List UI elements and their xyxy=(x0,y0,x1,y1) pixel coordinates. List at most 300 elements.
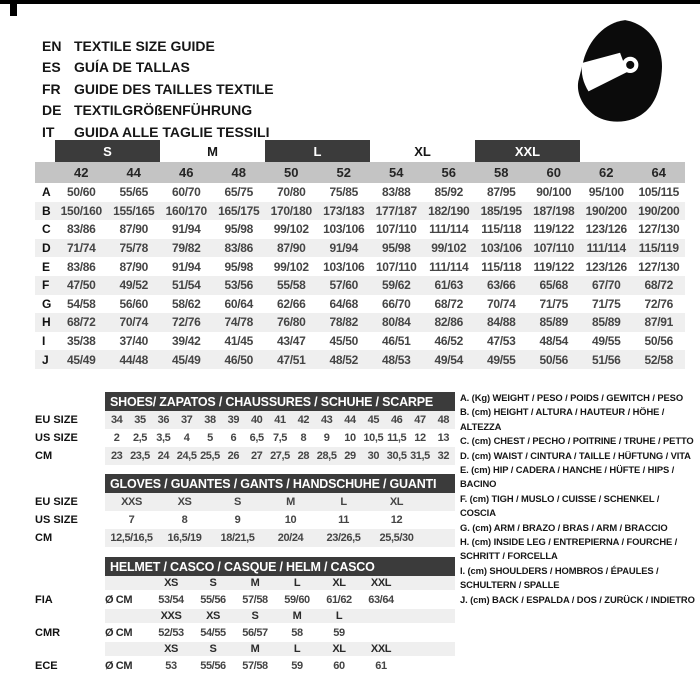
helmet-sizes-row-fia xyxy=(35,576,456,590)
size-value: 50/60 xyxy=(66,185,96,200)
size-value: 51/56 xyxy=(591,352,621,367)
gloves-row-values xyxy=(105,493,455,511)
size-value: 57/60 xyxy=(329,278,359,293)
shoes-value: 36 xyxy=(157,414,170,426)
size-value: 45/50 xyxy=(329,334,359,349)
size-group-s: S xyxy=(55,140,160,162)
shoes-row xyxy=(35,447,456,465)
helmet-value: 52/53 xyxy=(158,626,184,639)
size-value: 111/114 xyxy=(586,241,626,256)
size-table-row-g xyxy=(35,295,685,314)
gloves-value: 9 xyxy=(234,514,241,526)
size-column-header: 44 xyxy=(126,165,141,180)
shoes-row-values xyxy=(105,411,455,429)
size-value: 48/54 xyxy=(539,334,569,349)
helmet-size-label: S xyxy=(209,577,217,589)
shoes-value: 6,5 xyxy=(249,432,264,444)
language-title: TEXTILGRÖßENFÜHRUNG xyxy=(74,102,253,119)
helmet-size-label: S xyxy=(209,643,217,655)
size-value: 182/190 xyxy=(428,203,470,218)
shoes-value: 39 xyxy=(227,414,240,426)
gloves-value: L xyxy=(340,496,347,508)
size-value: 75/85 xyxy=(329,185,359,200)
shoes-table-body xyxy=(35,411,456,465)
size-value: 111/114 xyxy=(429,222,469,237)
size-value: 46/51 xyxy=(381,334,411,349)
size-value: 70/80 xyxy=(276,185,306,200)
size-value: 105/115 xyxy=(638,185,680,200)
size-value: 60/64 xyxy=(224,296,254,311)
helmet-value-row-cmr xyxy=(35,623,456,642)
shoes-value: 5 xyxy=(207,432,213,444)
size-value: 49/52 xyxy=(119,278,149,293)
size-value: 85/92 xyxy=(434,185,464,200)
size-value: 99/102 xyxy=(273,222,309,237)
shoes-value: 43 xyxy=(320,414,333,426)
gloves-value: 7 xyxy=(128,514,135,526)
legend-item-e: E. (cm) HIP / CADERA / HANCHE / HÜFTE / HIPS / BACINO xyxy=(460,464,675,490)
size-value: 111/114 xyxy=(429,259,469,274)
shoes-value: 41 xyxy=(274,414,286,426)
shoes-value: 24 xyxy=(157,450,170,462)
shoes-value: 27,5 xyxy=(270,450,290,462)
size-value: 72/76 xyxy=(644,296,674,311)
size-value: 47/50 xyxy=(66,278,96,293)
size-value: 44/48 xyxy=(119,352,149,367)
helmet-size-label: XXL xyxy=(370,577,392,589)
size-value: 185/195 xyxy=(480,203,522,218)
row-key: E xyxy=(42,259,51,274)
shoes-table-title: SHOES/ ZAPATOS / CHAUSSURES / SCHUHE / SCARPE xyxy=(105,392,455,411)
helmet-unit-label: Ø CM xyxy=(105,626,133,639)
helmet-row-spacer xyxy=(35,609,105,623)
shoes-value: 34 xyxy=(110,414,123,426)
language-code: IT xyxy=(42,123,55,140)
gloves-value: 10 xyxy=(284,514,297,526)
shoes-value: 11,5 xyxy=(387,432,407,444)
size-value: 123/126 xyxy=(585,222,627,237)
size-value: 71/75 xyxy=(539,296,569,311)
language-title: GUIDA ALLE TAGLIE TESSILI xyxy=(74,123,270,140)
row-key: G xyxy=(42,296,52,311)
language-row xyxy=(42,35,274,57)
shoes-row-label: US SIZE xyxy=(35,432,78,444)
size-value: 74/78 xyxy=(224,315,254,330)
size-value: 95/98 xyxy=(381,241,411,256)
gloves-row-label: EU SIZE xyxy=(35,496,78,508)
helmet-value: 59/60 xyxy=(284,593,310,606)
shoes-value: 23 xyxy=(110,450,123,462)
shoes-value: 4 xyxy=(183,432,190,444)
size-value: 62/66 xyxy=(276,296,306,311)
size-value: 87/90 xyxy=(119,222,149,237)
size-value: 99/102 xyxy=(273,259,309,274)
size-value: 45/49 xyxy=(171,352,201,367)
size-value: 49/55 xyxy=(591,334,621,349)
helmet-value: 55/56 xyxy=(200,593,226,606)
gloves-row-values xyxy=(105,511,455,529)
legend-item-d: D. (cm) WAIST / CINTURA / TAILLE / HÜFTUNG / VITA xyxy=(460,449,691,461)
size-column-header: 50 xyxy=(284,165,299,180)
helmet-size-label: XS xyxy=(164,643,178,655)
language-title: TEXTILE SIZE GUIDE xyxy=(74,37,215,54)
shoes-value: 47 xyxy=(414,414,426,426)
size-value: 67/70 xyxy=(591,278,621,293)
shoes-table xyxy=(35,392,456,465)
size-table-row-f xyxy=(35,276,685,295)
shoes-value: 42 xyxy=(297,414,310,426)
helmet-value: 61 xyxy=(375,659,387,672)
size-table-row-e xyxy=(35,257,685,276)
size-header-row xyxy=(35,162,685,183)
size-value: 49/55 xyxy=(486,352,516,367)
size-value: 115/118 xyxy=(481,259,522,274)
size-column-header: 64 xyxy=(651,165,666,180)
size-value: 177/187 xyxy=(375,203,417,218)
size-value: 45/49 xyxy=(66,352,96,367)
size-column-header: 58 xyxy=(494,165,509,180)
size-value: 54/58 xyxy=(66,296,96,311)
shoes-value: 2 xyxy=(113,432,120,444)
shoes-value: 45 xyxy=(367,414,380,426)
shoes-value: 29 xyxy=(344,450,356,462)
size-value: 87/95 xyxy=(486,185,516,200)
helmet-row-values xyxy=(105,656,455,675)
gloves-table-body xyxy=(35,493,456,547)
size-table-row-c xyxy=(35,220,685,239)
helmet-size-label: M xyxy=(250,643,260,655)
size-value: 85/89 xyxy=(591,315,621,330)
shoes-value: 30,5 xyxy=(386,450,407,462)
gloves-value: 16,5/19 xyxy=(167,532,202,544)
row-key: I xyxy=(42,334,46,349)
language-code: EN xyxy=(42,37,62,54)
row-key: A xyxy=(42,185,51,200)
size-value: 70/74 xyxy=(486,296,516,311)
size-value: 107/110 xyxy=(375,222,417,237)
size-value: 46/50 xyxy=(224,352,254,367)
size-value: 95/100 xyxy=(588,185,624,200)
gloves-value: XS xyxy=(177,496,192,508)
gloves-value: S xyxy=(234,496,241,508)
gloves-value: XL xyxy=(389,496,404,508)
helmet-value: 63/64 xyxy=(368,593,394,606)
language-title: GUIDE DES TAILLES TEXTILE xyxy=(74,80,274,97)
shoes-value: 30 xyxy=(367,450,380,462)
language-row xyxy=(42,100,274,122)
size-value: 87/91 xyxy=(644,315,674,330)
size-value: 83/86 xyxy=(224,241,254,256)
size-value: 37/40 xyxy=(119,334,149,349)
helmet-value: 61/62 xyxy=(326,593,352,606)
shoes-value: 9 xyxy=(323,432,330,444)
language-code: ES xyxy=(42,59,61,76)
shoes-value: 27 xyxy=(250,450,263,462)
size-value: 155/165 xyxy=(113,203,155,218)
size-value: 35/38 xyxy=(66,334,96,349)
shoes-value: 28,5 xyxy=(316,450,337,462)
helmet-unit-label: Ø CM xyxy=(105,593,133,606)
size-value: 107/110 xyxy=(533,241,575,256)
size-column-header: 56 xyxy=(441,165,456,180)
size-value: 115/118 xyxy=(481,222,522,237)
helmet-size-label: L xyxy=(293,577,301,589)
shoes-value: 10 xyxy=(344,432,356,444)
helmet-size-label: XL xyxy=(332,577,346,589)
size-value: 39/42 xyxy=(171,334,201,349)
helmet-value: 54/55 xyxy=(200,626,226,639)
shoes-value: 28 xyxy=(297,450,310,462)
size-value: 103/106 xyxy=(323,222,365,237)
gloves-value: 25,5/30 xyxy=(379,532,414,544)
shoes-value: 12 xyxy=(414,432,426,444)
gloves-row xyxy=(35,529,456,547)
size-table-row-d xyxy=(35,239,685,258)
size-table-row-b xyxy=(35,202,685,221)
size-value: 71/74 xyxy=(66,241,96,256)
size-value: 127/130 xyxy=(638,259,680,274)
size-value: 53/56 xyxy=(224,278,254,293)
size-value: 119/122 xyxy=(533,259,575,274)
size-value: 123/126 xyxy=(585,259,627,274)
helmet-table-body xyxy=(35,576,456,675)
size-column-header: 52 xyxy=(336,165,351,180)
size-value: 170/180 xyxy=(270,203,312,218)
row-key: B xyxy=(42,203,51,218)
size-table-row-a xyxy=(35,183,685,202)
gloves-row xyxy=(35,493,456,511)
size-value: 103/106 xyxy=(480,241,522,256)
helmet-sizes-values xyxy=(105,576,455,590)
helmet-table-title: HELMET / CASCO / CASQUE / HELM / CASCO xyxy=(105,557,455,576)
gloves-value: M xyxy=(286,496,295,508)
size-value: 85/89 xyxy=(539,315,569,330)
size-value: 87/90 xyxy=(276,241,306,256)
helmet-table xyxy=(35,557,456,675)
language-code: FR xyxy=(42,80,61,97)
size-value: 190/200 xyxy=(638,203,680,218)
gloves-value: XXS xyxy=(121,496,142,508)
size-column-header: 42 xyxy=(74,165,89,180)
helmet-size-label: L xyxy=(335,610,343,622)
size-group-xl: XL xyxy=(414,143,431,159)
shoes-value: 13 xyxy=(437,432,450,444)
legend-item-a: A. (Kg) WEIGHT / PESO / POIDS / GEWITCH / PESO xyxy=(460,392,684,403)
size-value: 47/53 xyxy=(486,334,516,349)
size-value: 55/65 xyxy=(119,185,149,200)
size-group-row xyxy=(35,140,685,162)
helmet-value: 60 xyxy=(333,659,345,672)
size-column-header: 46 xyxy=(179,165,194,180)
shoes-row-label: EU SIZE xyxy=(35,414,78,426)
size-value: 87/90 xyxy=(119,259,149,274)
shoes-value: 7,5 xyxy=(272,432,288,444)
size-value: 91/94 xyxy=(171,259,201,274)
helmet-value: 57/58 xyxy=(242,659,268,672)
size-value: 190/200 xyxy=(585,203,627,218)
size-value: 115/119 xyxy=(638,241,679,256)
size-value: 95/98 xyxy=(224,259,254,274)
shoes-value: 6 xyxy=(230,432,237,444)
size-value: 51/54 xyxy=(171,278,201,293)
gloves-row xyxy=(35,511,456,529)
size-value: 173/183 xyxy=(323,203,365,218)
size-value: 52/58 xyxy=(644,352,674,367)
size-column-header: 62 xyxy=(599,165,614,180)
size-value: 99/102 xyxy=(431,241,467,256)
size-value: 160/170 xyxy=(165,203,207,218)
size-value: 49/54 xyxy=(434,352,464,367)
gloves-table-title: GLOVES / GUANTES / GANTS / HANDSCHUHE / GUANTI xyxy=(105,474,455,493)
helmet-value: 55/56 xyxy=(200,659,226,672)
size-value: 83/86 xyxy=(66,259,96,274)
size-value: 75/78 xyxy=(119,241,149,256)
size-value: 46/52 xyxy=(434,334,464,349)
gloves-row-label: CM xyxy=(35,532,53,544)
gloves-row-values xyxy=(105,529,455,547)
helmet-size-label: M xyxy=(292,610,302,622)
size-value: 58/62 xyxy=(171,296,201,311)
gloves-table xyxy=(35,474,456,547)
size-value: 66/70 xyxy=(381,296,411,311)
helmet-value: 56/57 xyxy=(242,626,268,639)
shoes-value: 3,5 xyxy=(156,432,171,444)
size-group-xxl: XXL xyxy=(475,140,580,162)
size-value: 83/86 xyxy=(66,222,96,237)
shoes-value: 8 xyxy=(300,432,307,444)
gloves-value: 20/24 xyxy=(277,532,304,544)
size-value: 50/56 xyxy=(539,352,569,367)
row-key: C xyxy=(42,222,51,237)
size-value: 60/70 xyxy=(171,185,201,200)
helmet-size-label: L xyxy=(293,643,301,655)
size-value: 103/106 xyxy=(323,259,365,274)
size-table-row-i xyxy=(35,332,685,351)
size-value: 65/68 xyxy=(539,278,569,293)
size-value: 76/80 xyxy=(276,315,306,330)
size-value: 55/58 xyxy=(276,278,306,293)
shoes-row xyxy=(35,429,456,447)
size-value: 48/53 xyxy=(381,352,411,367)
helmet-value: 53/54 xyxy=(158,593,184,606)
helmet-standard-label: FIA xyxy=(35,593,53,606)
measurement-legend xyxy=(460,391,696,607)
size-group-m: M xyxy=(207,143,218,159)
helmet-size-label: M xyxy=(250,577,260,589)
size-value: 79/82 xyxy=(171,241,201,256)
row-key: J xyxy=(42,352,49,367)
size-value: 127/130 xyxy=(638,222,680,237)
size-value: 91/94 xyxy=(329,241,359,256)
legend-item-i: I. (cm) SHOULDERS / HOMBROS / ÉPAULES / SCHULTERN / SPALLE xyxy=(460,564,659,591)
shoes-row-values xyxy=(105,429,455,447)
size-column-header: 60 xyxy=(546,165,561,180)
helmet-size-label: XXL xyxy=(370,643,392,655)
size-value: 84/88 xyxy=(486,315,516,330)
helmet-row-spacer xyxy=(35,576,105,590)
shoes-value: 23,5 xyxy=(130,450,150,462)
size-value: 82/86 xyxy=(434,315,464,330)
helmet-size-label: XS xyxy=(164,577,178,589)
helmet-size-label: XS xyxy=(206,610,220,622)
helmet-unit-label: Ø CM xyxy=(105,659,133,672)
size-value: 68/72 xyxy=(434,296,464,311)
size-value: 61/63 xyxy=(434,278,464,293)
shoes-row-values xyxy=(105,447,455,465)
size-value: 43/47 xyxy=(276,334,306,349)
size-value: 63/66 xyxy=(486,278,516,293)
shoes-value: 37 xyxy=(180,414,193,426)
gloves-value: 8 xyxy=(181,514,188,526)
helmet-sizes-row-ece xyxy=(35,642,456,656)
shoes-value: 2,5 xyxy=(132,432,148,444)
size-value: 68/72 xyxy=(644,278,674,293)
helmet-sizes-values xyxy=(105,642,455,656)
size-value: 68/72 xyxy=(66,315,96,330)
size-value: 119/122 xyxy=(533,222,575,237)
legend-item-j: J. (cm) BACK / ESPALDA / DOS / ZURÜCK / INDIETRO xyxy=(460,593,695,605)
shoes-value: 44 xyxy=(344,414,356,426)
size-value: 80/84 xyxy=(381,315,411,330)
shoes-value: 24,5 xyxy=(176,450,197,462)
helmet-size-label: XL xyxy=(332,643,346,655)
helmet-sizes-row-cmr xyxy=(35,609,456,623)
legend-item-g: G. (cm) ARM / BRAZO / BRAS / ARM / BRACCIO xyxy=(460,521,668,533)
legend-item-b: B. (cm) HEIGHT / ALTURA / HAUTEUR / HÖHE / ALTEZZA xyxy=(460,406,665,432)
size-value: 47/51 xyxy=(276,352,306,367)
gloves-row-label: US SIZE xyxy=(35,514,78,526)
size-value: 56/60 xyxy=(119,296,149,311)
size-value: 165/175 xyxy=(218,203,260,218)
row-key: F xyxy=(42,278,50,293)
helmet-row-values xyxy=(105,623,455,642)
size-value: 187/198 xyxy=(533,203,575,218)
helmet-standard-label: CMR xyxy=(35,626,61,639)
corner-mark xyxy=(10,0,17,16)
row-key: D xyxy=(42,241,51,256)
size-column-header: 48 xyxy=(231,165,246,180)
legend-item-h: H. (cm) INSIDE LEG / ENTREPIERNA / FOURCHE / SCHRITT / FORCELLA xyxy=(460,536,678,562)
shoes-value: 31,5 xyxy=(410,450,430,462)
helmet-value-row-fia xyxy=(35,590,456,609)
textile-size-table xyxy=(35,140,685,369)
helmet-value: 59 xyxy=(333,626,345,639)
gloves-value: 11 xyxy=(338,514,349,526)
shoes-value: 25,5 xyxy=(200,450,220,462)
helmet-value: 59 xyxy=(291,659,303,672)
shoes-value: 26 xyxy=(227,450,240,462)
language-code: DE xyxy=(42,102,62,119)
helmet-value-row-ece xyxy=(35,656,456,675)
size-value: 59/62 xyxy=(381,278,411,293)
shoes-row xyxy=(35,411,456,429)
size-column-header: 54 xyxy=(389,165,404,180)
legend-item-c: C. (cm) CHEST / PECHO / POITRINE / TRUHE / PETTO xyxy=(460,435,694,447)
shoes-value: 32 xyxy=(437,450,450,462)
language-row xyxy=(42,78,274,100)
helmet-value: 53 xyxy=(165,659,177,672)
gloves-value: 12,5/16,5 xyxy=(110,532,153,544)
helmet-row-spacer xyxy=(35,642,105,656)
legend-item-f: F. (cm) TIGH / MUSLO / CUISSE / SCHENKEL / COSCIA xyxy=(460,492,660,519)
helmet-size-label: XXS xyxy=(160,610,182,622)
size-value: 90/100 xyxy=(536,185,572,200)
helmet-standard-label: ECE xyxy=(35,659,58,672)
size-value: 107/110 xyxy=(375,259,417,274)
size-value: 72/76 xyxy=(171,315,201,330)
size-table-row-j xyxy=(35,350,685,369)
size-group-l: L xyxy=(265,140,370,162)
